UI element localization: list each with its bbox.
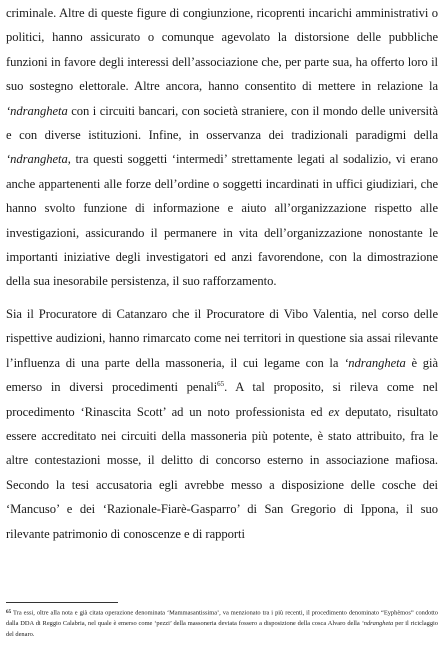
- paragraph-1: [6, 1, 438, 294]
- p2-term-ex: ex: [328, 404, 340, 419]
- footnote-reference-65: 65: [217, 380, 225, 389]
- footnote-number: 65: [6, 609, 12, 615]
- p2-text-4: deputato, risultato essere accreditato nei circuiti della massoneria più potente, è stato attribuito, fra le altre contestazioni mosse, il delitto di concorso esterno in associazione mafiosa. Secondo la tesi accusatoria egli avrebbe messo a disposizione delle cosche dei ‘Mancuso’ e dei ‘Razionale-Fiarè-Gasparro’ di San Gregorio di Ippona, il suo rilevante patrimonio di conoscenze e di rapporti: [6, 404, 438, 541]
- footnote-separator: [6, 602, 118, 603]
- p2-text-1: Sia il Procuratore di Catanzaro che il Procuratore di Vibo Valentia, nel corso delle rispettive audizioni, hanno rimarcato come nei territori in questione sia assai rilevante l’influenza di una parte della massoneria, il cui legame con la: [6, 306, 438, 370]
- footnote-65: [6, 607, 438, 640]
- p2-text-3: . A tal proposito, si rileva come nel procedimento ‘Rinascita Scott’ ad un noto professionista ed: [6, 380, 438, 419]
- footnote-text-1: Tra essi, oltre alla nota e già citata operazione denominata ‘Mammasantissima’, va menzionato tra i più recenti, il procedimento denominato “Eyphèmos” condotto dalla DDA di Reggio Calabria, nel quale è emerso come ‘pezzi’ della massoneria deviata fossero a disposizione della cosca Alvaro della: [6, 609, 438, 628]
- p2-text-2: è già emerso in diversi procedimenti penali: [6, 355, 438, 395]
- body-text: [6, 1, 438, 546]
- p1-text-2: con i circuiti bancari, con società straniere, con il mondo delle università e con diverse istituzioni. Infine, in osservanza dei tradizionali paradigmi della: [6, 103, 438, 143]
- footnote-text-2: per il riciclaggio del denaro.: [6, 620, 438, 638]
- p1-text-3: , tra questi soggetti ‘intermedi’ strettamente legati al sodalizio, vi erano anche appartenenti alle forze dell’ordine o soggetti incardinati in uffici giudiziari, che hanno svolto funzione di informazione e aiuto all’organizzazione rispetto alle investigazioni, assicurando il permanere in vita dell’organizzazione nonostante le importanti iniziative degli investigatori ed anzi favorendone, con la dimostrazione della sua inesorabile persistenza, il suo rafforzamento.: [6, 152, 438, 289]
- p2-term-ndrangheta: ‘ndrangheta: [344, 355, 406, 370]
- footnote-term-ndrangheta: ‘ndrangheta: [361, 620, 394, 628]
- p1-term-ndrangheta-2: ‘ndrangheta: [6, 152, 68, 167]
- p1-text-1: criminale. Altre di queste figure di congiunzione, ricoprenti incarichi amministrativi o politici, hanno assicurato o comunque agevolato la distorsione delle pubbliche funzioni in favore degli interessi dell’associazione che, per parte sua, ha offerto loro il suo sostegno elettorale. Altre ancora, hanno consentito di mettere in relazione la: [6, 6, 438, 94]
- paragraph-2: [6, 302, 438, 546]
- p1-term-ndrangheta-1: ‘ndrangheta: [6, 103, 68, 118]
